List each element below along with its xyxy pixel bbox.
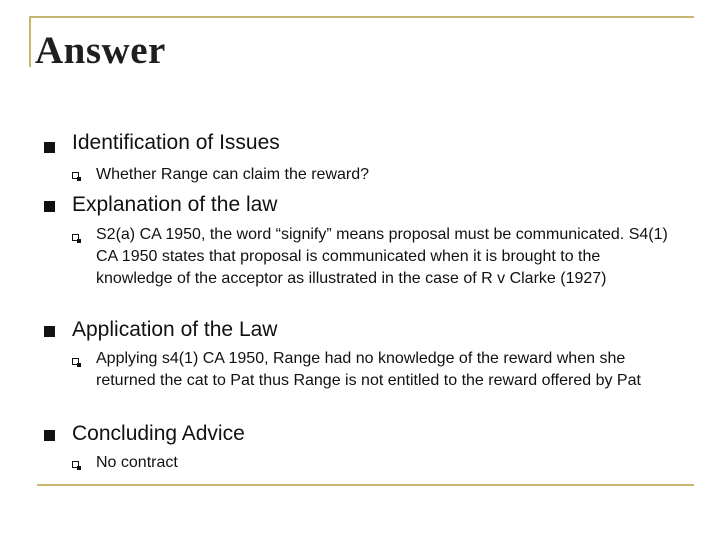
section-detail-advice: No contract <box>96 454 178 471</box>
sub-bullet-icon <box>72 172 79 179</box>
section-heading-advice: Concluding Advice <box>72 422 245 445</box>
sub-bullet-icon <box>72 358 79 365</box>
section-detail-issues: Whether Range can claim the reward? <box>96 166 370 183</box>
slide-title: Answer <box>35 29 166 72</box>
section-detail-application: Applying s4(1) CA 1950, Range had no knowledge of the reward when she returned the cat to Pat thus Range is not entitled to the reward offered by Pat <box>96 350 641 389</box>
section-heading-application: Application of the Law <box>72 318 278 341</box>
section-heading-issues: Identification of Issues <box>72 131 280 154</box>
sub-bullet-icon <box>72 234 79 241</box>
frame-top-line <box>29 16 694 18</box>
frame-left-line <box>29 16 31 67</box>
square-bullet-icon <box>44 326 55 337</box>
frame-bottom-line <box>37 484 694 486</box>
section-heading-law: Explanation of the law <box>72 193 278 216</box>
square-bullet-icon <box>44 430 55 441</box>
square-bullet-icon <box>44 142 55 153</box>
section-detail-law: S2(a) CA 1950, the word “signify” means proposal must be communicated. S4(1) CA 1950 states that proposal is communicated when it is brought to the knowledge of the acceptor as illustrated in the case of R v Clarke (1927) <box>96 226 668 287</box>
square-bullet-icon <box>44 201 55 212</box>
sub-bullet-icon <box>72 461 79 468</box>
